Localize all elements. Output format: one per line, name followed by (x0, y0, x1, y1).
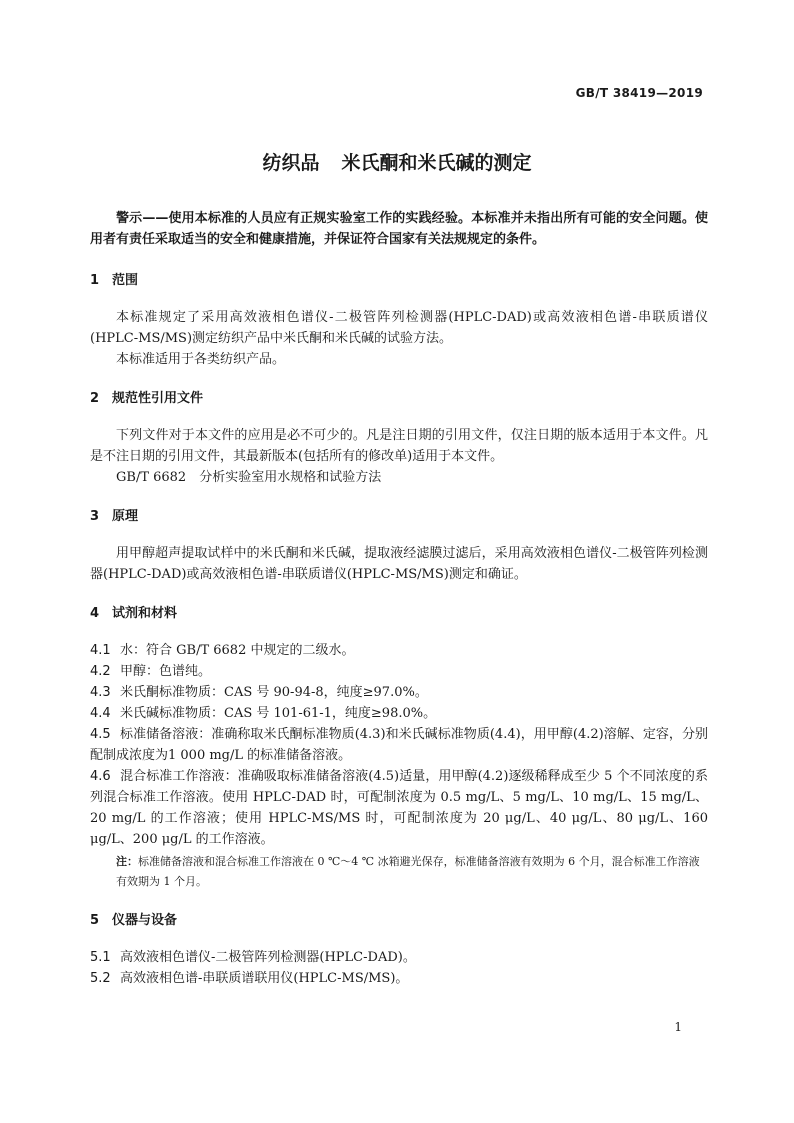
section-title: 试剂和材料 (112, 606, 178, 621)
clause-text: 水：符合 GB/T 6682 中规定的二级水。 (120, 643, 355, 658)
section-number: 3 (90, 509, 100, 524)
section-number: 2 (90, 391, 100, 406)
section-number: 5 (90, 913, 100, 928)
clause-number: 4.1 (90, 643, 111, 658)
clause-number: 4.6 (90, 769, 111, 784)
clause-4-1 (90, 640, 708, 661)
clause-number: 5.2 (90, 971, 111, 986)
paragraph: 下列文件对于本文件的应用是必不可少的。凡是注日期的引用文件，仅注日期的版本适用于本文件。凡是不注日期的引用文件，其最新版本(包括所有的修改单)适用于本文件。 (90, 428, 708, 464)
clause-text: 甲醇：色谱纯。 (120, 664, 212, 679)
section-heading-2 (90, 388, 708, 409)
section-heading-1 (90, 270, 708, 291)
section-number: 4 (90, 606, 100, 621)
note-text: 标准储备溶液和混合标准工作溶液在 0 ℃～4 ℃ 冰箱避光保存，标准储备溶液有效期为 6 个月，混合标准工作溶液有效期为 1 个月。 (116, 855, 700, 888)
title-part1: 纺织品 (262, 152, 320, 174)
clause-4-6 (90, 766, 708, 850)
clause-4-4 (90, 703, 708, 724)
clause-4-2 (90, 661, 708, 682)
section-number: 1 (90, 273, 100, 288)
clause-number: 4.5 (90, 727, 111, 742)
clause-text: 米氏碱标准物质：CAS 号 101-61-1，纯度≥98.0%。 (120, 706, 437, 721)
clause-5-2 (90, 968, 708, 989)
warning-text: 警示——使用本标准的人员应有正规实验室工作的实践经验。本标准并未指出所有可能的安全问题。使用者有责任采取适当的安全和健康措施，并保证符合国家有关法规规定的条件。 (90, 211, 708, 247)
section-title: 仪器与设备 (112, 913, 178, 928)
clause-number: 4.2 (90, 664, 111, 679)
clause-text: 高效液相色谱-串联质谱联用仪(HPLC-MS/MS)。 (120, 971, 409, 986)
document-title (0, 148, 794, 175)
standard-code: GB/T 38419—2019 (575, 86, 703, 100)
clause-number: 4.3 (90, 685, 111, 700)
note (116, 852, 708, 892)
section-title: 规范性引用文件 (112, 391, 204, 406)
clause-text: 标准储备溶液：准确称取米氏酮标准物质(4.3)和米氏碱标准物质(4.4)，用甲醇(4.2)溶解、定容，分别配制成浓度为1 000 mg/L 的标准储备溶液。 (90, 727, 708, 763)
clause-4-3 (90, 682, 708, 703)
clause-text: 混合标准工作溶液：准确吸取标准储备溶液(4.5)适量，用甲醇(4.2)逐级稀释成至少 5 个不同浓度的系列混合标准工作溶液。使用 HPLC-DAD 时，可配制浓度为 0.5 mg/L、5 mg/L、10 mg/L、15 mg/L、20 mg/L 的工作溶液；使用 HPLC-MS/MS 时，可配制浓度为 20 μg/L、40 μg/L、80 μg/L、160 μg/L、200 μg/L 的工作溶液。 (90, 769, 708, 847)
paragraph: 用甲醇超声提取试样中的米氏酮和米氏碱，提取液经滤膜过滤后，采用高效液相色谱仪-二极管阵列检测器(HPLC-DAD)或高效液相色谱-串联质谱仪(HPLC-MS/MS)测定和确证。 (90, 546, 708, 582)
paragraph: 本标准规定了采用高效液相色谱仪-二极管阵列检测器(HPLC-DAD)或高效液相色谱-串联质谱仪(HPLC-MS/MS)测定纺织产品中米氏酮和米氏碱的试验方法。 (90, 310, 708, 346)
note-label: 注： (116, 855, 138, 868)
page-number: 1 (674, 1020, 682, 1034)
section-title: 范围 (112, 273, 139, 288)
document-body (90, 208, 708, 989)
clause-text: 高效液相色谱仪-二极管阵列检测器(HPLC-DAD)。 (120, 950, 416, 965)
title-part2: 米氏酮和米氏碱的测定 (341, 152, 532, 174)
paragraph: GB/T 6682 分析实验室用水规格和试验方法 (116, 470, 382, 485)
section-heading-5 (90, 910, 708, 931)
section-heading-3 (90, 506, 708, 527)
clause-number: 4.4 (90, 706, 111, 721)
clause-5-1 (90, 947, 708, 968)
clause-number: 5.1 (90, 950, 111, 965)
clause-text: 米氏酮标准物质：CAS 号 90-94-8，纯度≥97.0%。 (120, 685, 428, 700)
clause-4-5 (90, 724, 708, 766)
section-title: 原理 (112, 509, 139, 524)
section-heading-4 (90, 603, 708, 624)
paragraph: 本标准适用于各类纺织产品。 (116, 352, 286, 367)
